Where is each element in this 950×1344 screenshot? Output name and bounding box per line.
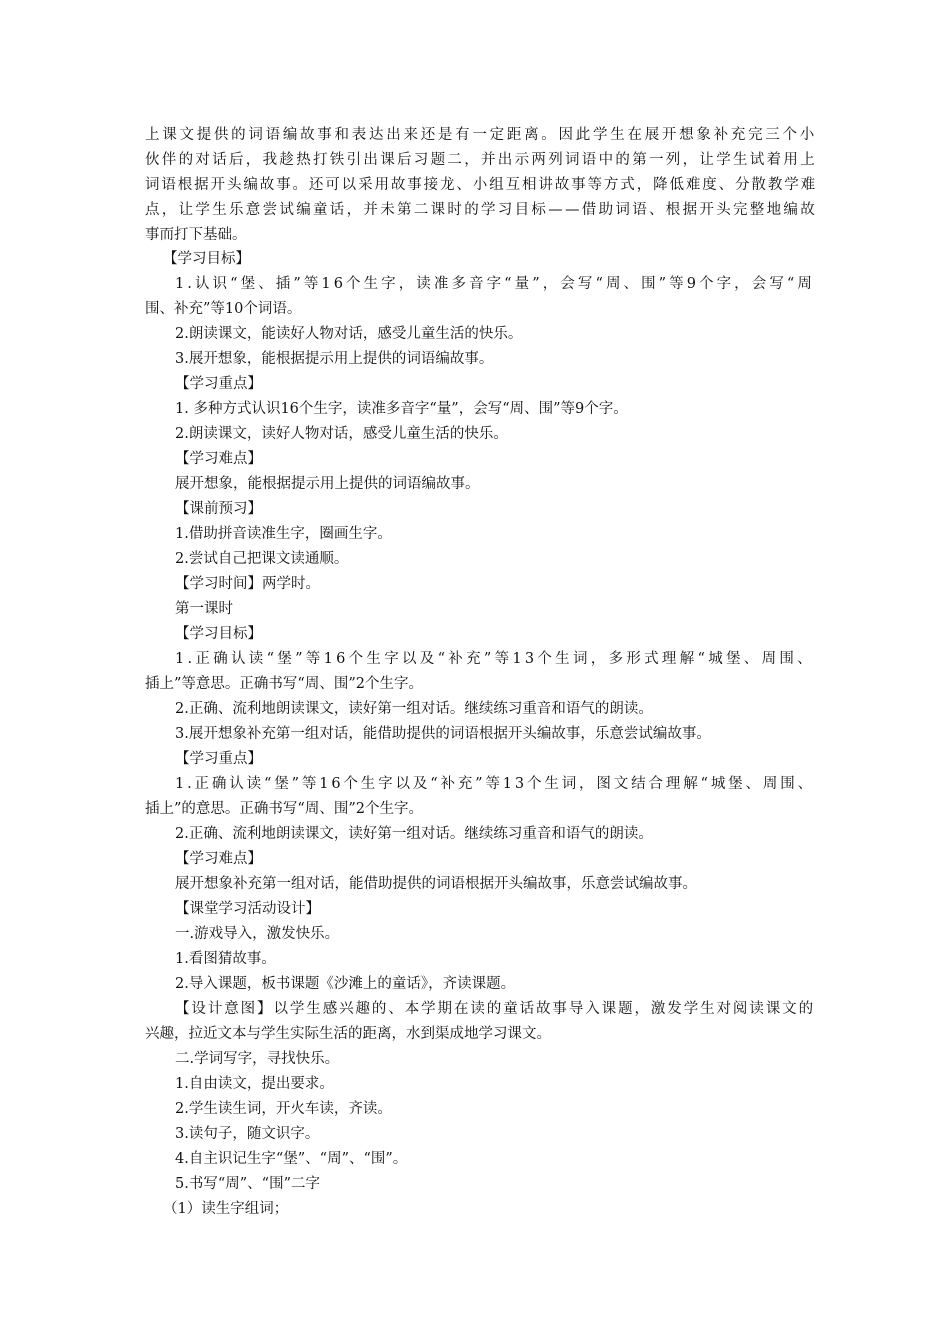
section-heading: 【学习目标】 [175,626,262,642]
text-line: （1）读生字组词； [163,1201,289,1217]
text-line: 3.展开想象补充第一组对话，能借助提供的词语根据开头编故事，乐意尝试编故事。 [175,726,711,742]
section-heading: 【学习目标】 [163,251,250,267]
text-line: 1.看图猜故事。 [175,951,276,967]
text-line: 1. 多种方式认识16个生字，读准多音字“量”，会写“周、围”等9个字。 [175,401,628,417]
text-line: 2.导入课题，板书课题《沙滩上的童话》，齐读课题。 [175,976,516,992]
text-line: 【设计意图】以学生感兴趣的、本学期在读的童话故事导入课题，激发学生对阅读课文的 [175,1001,815,1017]
text-line: 插上”等意思。正确书写“周、围”2个生字。 [145,676,423,692]
text-line: 2.正确、流利地朗读课文，读好第一组对话。继续练习重音和语气的朗读。 [175,826,653,842]
text-line: 2.朗读课文，能读好人物对话，感受儿童生活的快乐。 [175,326,523,342]
text-line: 兴趣，拉近文本与学生实际生活的距离，水到渠成地学习课文。 [145,1026,551,1042]
section-heading: 【学习重点】 [175,751,262,767]
text-line: 2.学生读生词，开火车读，齐读。 [175,1101,392,1117]
text-line: 二.学词写字，寻找快乐。 [175,1051,340,1067]
text-line: 【学习时间】两学时。 [175,576,320,592]
text-line: 展开想象补充第一组对话，能借助提供的词语根据开头编故事，乐意尝试编故事。 [175,876,697,892]
text-line: 上课文提供的词语编故事和表达出来还是有一定距离。因此学生在展开想象补充完三个小 [145,127,817,143]
section-heading: 【学习难点】 [175,851,262,867]
section-heading: 【学习难点】 [175,451,262,467]
text-line: 点，让学生乐意尝试编童话，并未第二课时的学习目标——借助词语、根据开头完整地编故 [145,202,817,218]
text-line: 词语根据开头编故事。还可以采用故事接龙、小组互相讲故事等方式，降低难度、分散教学难 [145,177,817,193]
text-line: 2.朗读课文，读好人物对话，感受儿童生活的快乐。 [175,426,508,442]
section-heading: 【课堂学习活动设计】 [175,901,320,917]
text-line: 4.自主识记生字“堡”、“周”、“围”。 [175,1151,408,1167]
section-heading: 【课前预习】 [175,501,262,517]
text-line: 1.认识“堡、插”等16个生字，读准多音字“量”，会写“周、围”等9个字，会写“周 [175,276,815,292]
lesson-title: 第一课时 [175,601,233,617]
text-line: 3.展开想象，能根据提示用上提供的词语编故事。 [175,351,494,367]
text-line: 伙伴的对话后，我趁热打铁引出课后习题二，并出示两列词语中的第一列，让学生试着用上 [145,152,817,168]
text-line: 展开想象，能根据提示用上提供的词语编故事。 [175,476,480,492]
section-heading: 【学习重点】 [175,376,262,392]
text-line: 1.正确认读“堡”等16个生字以及“补充”等13个生词，图文结合理解“城堡、周围、 [175,776,815,792]
text-line: 2.尝试自己把课文读通顺。 [175,551,349,567]
text-line: 2.正确、流利地朗读课文，读好第一组对话。继续练习重音和语气的朗读。 [175,701,653,717]
text-line: 事而打下基础。 [145,227,247,243]
text-line: 1.正确认读“堡”等16个生字以及“补充”等13个生词，多形式理解“城堡、周围、 [175,651,815,667]
text-line: 3.读句子，随文识字。 [175,1126,320,1142]
text-line: 一.游戏导入，激发快乐。 [175,926,340,942]
text-line: 1.借助拼音读准生字，圈画生字。 [175,526,392,542]
text-line: 围、补充”等10个词语。 [145,301,302,317]
text-line: 1.自由读文，提出要求。 [175,1076,334,1092]
text-line: 5.书写“周”、“围”二字 [175,1176,320,1192]
text-line: 插上”的意思。正确书写“周、围”2个生字。 [145,801,423,817]
